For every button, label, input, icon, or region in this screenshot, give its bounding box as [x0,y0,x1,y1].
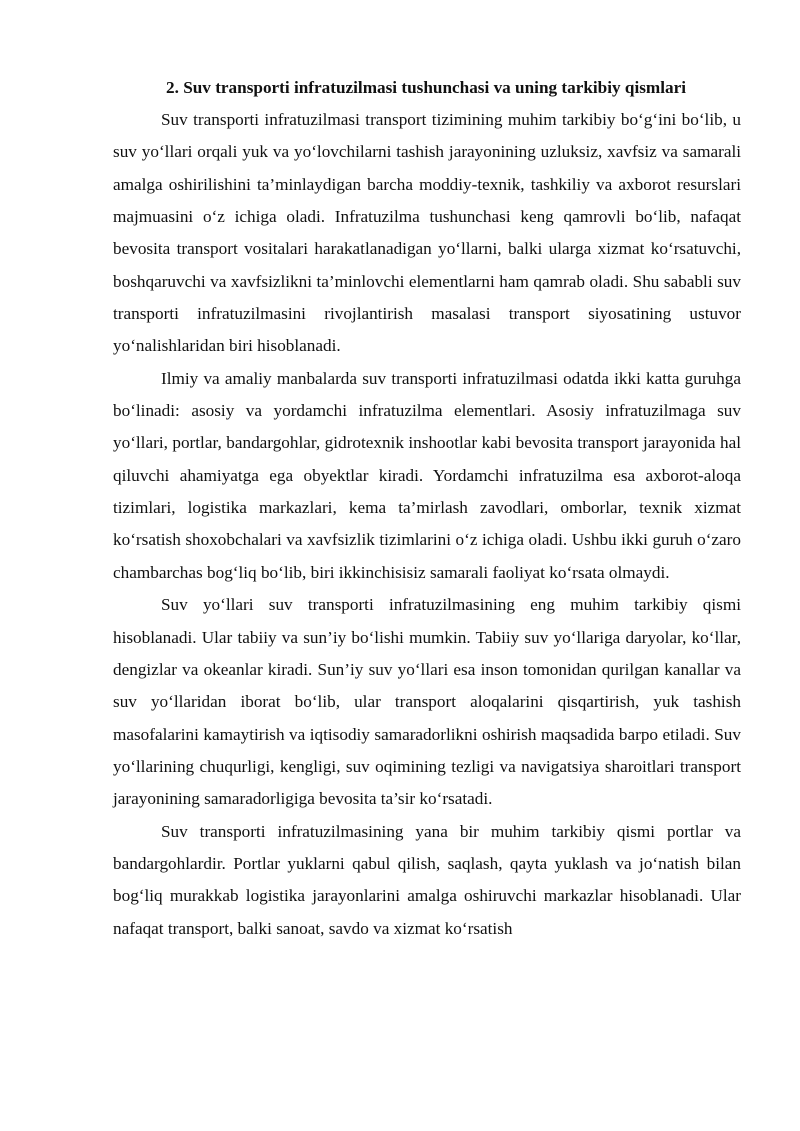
paragraph-ports: Suv transporti infratuzilmasining yana bir muhim tarkibiy qismi portlar va bandargohlardir. Portlar yuklarni qabul qilish, saqlash, qayta yuklash va jo‘natish bilan bog‘liq murakkab logistika jarayonlarini amalga oshiruvchi markazlar hisoblanadi. Ular nafaqat transport, balki sanoat, savdo va xizmat ko‘rsatish [113,821,741,938]
paragraph-waterways: Suv yo‘llari suv transporti infratuzilmasining eng muhim tarkibiy qismi hisoblanadi. Ular tabiiy va sun’iy bo‘lishi mumkin. Tabiiy suv yo‘llariga daryolar, ko‘llar, dengizlar va okeanlar kiradi. Sun’iy suv yo‘llari esa inson tomonidan qurilgan kanallar va suv yo‘llaridan iborat bo‘lib, ular transport aloqalarini qisqartirish, yuk tashish masofalarini kamaytirish va iqtisodiy samaradorlikni oshirish maqsadida barpo etiladi. Suv yo‘llarining chuqurligi, kengligi, suv oqimining tezligi va navigatsiya sharoitlari transport jarayonining samaradorligiga bevosita ta’sir ko‘rsatadi. [113,595,741,809]
paragraph-infrastructure-groups: Ilmiy va amaliy manbalarda suv transporti infratuzilmasi odatda ikki katta guruhga bo‘linadi: asosiy va yordamchi infratuzilma elementlari. Asosiy infratuzilmaga suv yo‘llari, portlar, bandargohlar, gidrotexnik inshootlar kabi bevosita transport jarayonida hal qiluvchi ahamiyatga ega obyektlar kiradi. Yordamchi infratuzilma esa axborot-aloqa tizimlari, logistika markazlari, kema ta’mirlash zavodlari, omborlar, texnik xizmat ko‘rsatish shoxobchalari va xavfsizlik tizimlarini o‘z ichiga oladi. Ushbu ikki guruh o‘zaro chambarchas bog‘liq bo‘lib, biri ikkinchisisiz samarali faoliyat ko‘rsata olmaydi. [113,368,741,582]
paragraph-infrastructure-definition: Suv transporti infratuzilmasi transport tizimining muhim tarkibiy bo‘g‘ini bo‘lib, u suv yo‘llari orqali yuk va yo‘lovchilarni tashish jarayonining uzluksiz, xavfsiz va samarali amalga oshirilishini ta’minlaydigan barcha moddiy-texnik, tashkiliy va axborot resurslari majmuasini o‘z ichiga oladi. Infratuzilma tushunchasi keng qamrovli bo‘lib, nafaqat bevosita transport vositalari harakatlanadigan yo‘llarni, balki ularga xizmat ko‘rsatuvchi, boshqaruvchi va xavfsizlikni ta’minlovchi elementlarni ham qamrab oladi. Shu sababli suv transporti infratuzilmasini rivojlantirish masalasi transport siyosatining ustuvor yo‘nalishlaridan biri hisoblanadi. [113,110,741,356]
section-heading: 2. Suv transporti infratuzilmasi tushunchasi va uning tarkibiy qismlari [166,78,687,97]
document-page [113,72,741,945]
